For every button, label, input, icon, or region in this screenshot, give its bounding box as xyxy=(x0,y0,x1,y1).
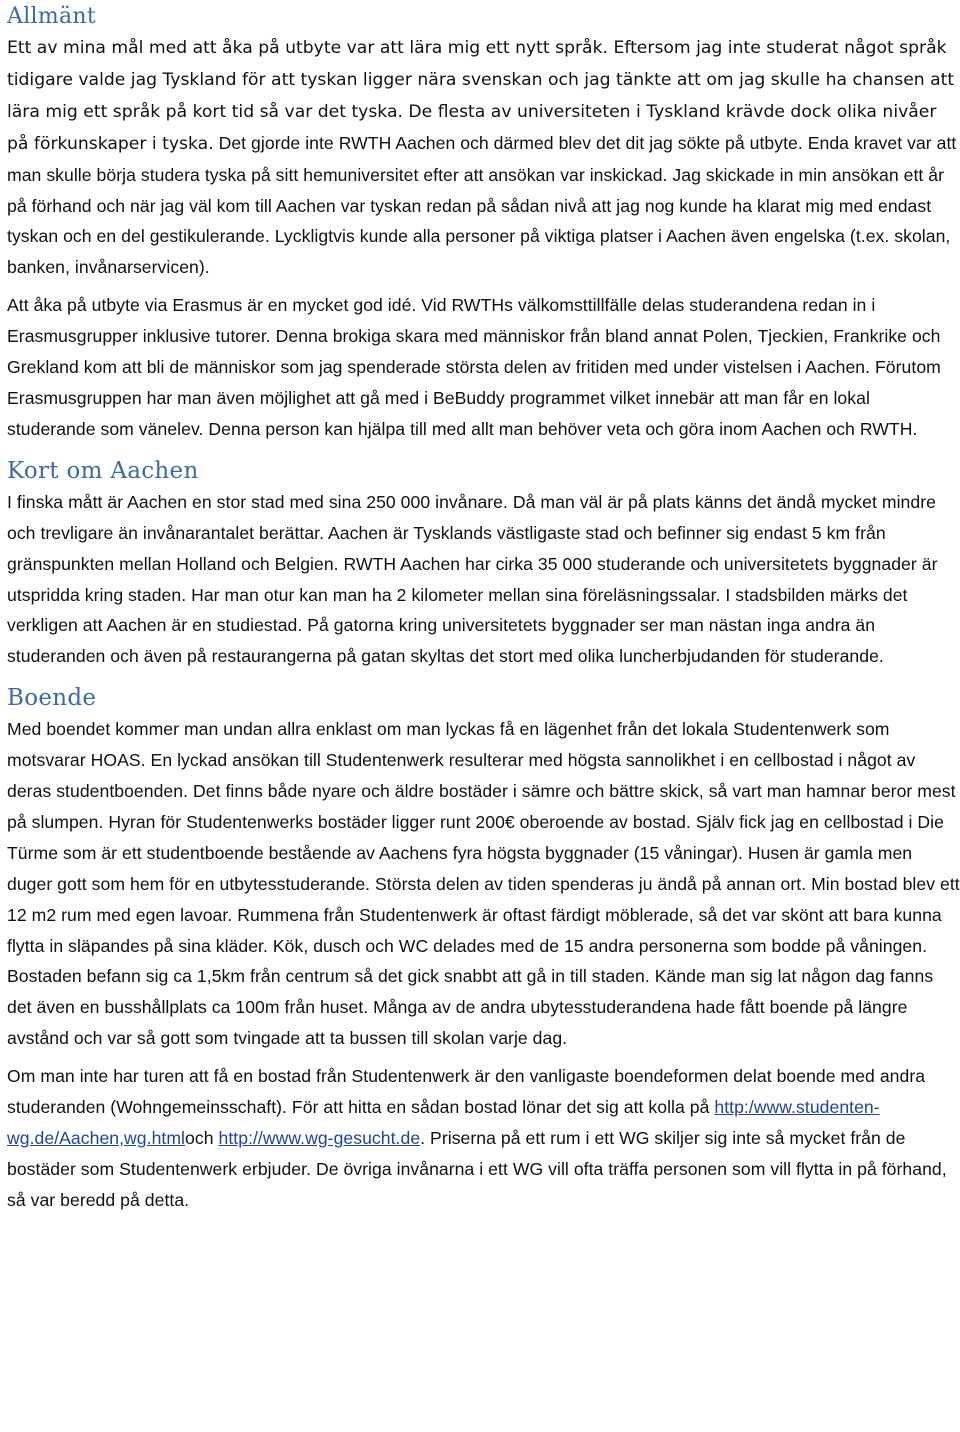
paragraph-boende-2-text-a: Om man inte har turen att få en bostad från Studentenwerk är den vanligaste boendeformen delat boende med andra studeranden (Wohngemeinsschaft). För att hitta en sådan bostad lönar det sig att kolla på xyxy=(7,1066,926,1118)
paragraph-allmant-1-part-b: Det gjorde inte RWTH Aachen och därmed blev det dit jag sökte på utbyte. Enda kravet var att man skulle börja studera tyska på sitt hemuniversitet efter att ansökan var inskickad. Jag skickade in min ansökan ett år på förhand och när jag väl kom till Aachen var tyskan redan på sådan nivå att jag nog kunde ha klarat mig med endast tyskan och en del gestikulerande. Lyckligtvis kunde alla personer på viktiga platser i Aachen även engelska (t.ex. skolan, banken, invånarservicen). xyxy=(7,132,957,278)
heading-boende: Boende xyxy=(7,685,97,712)
link-wg-gesucht[interactable]: http://www.wg-gesucht.de xyxy=(218,1128,421,1148)
paragraph-boende-2-text-c: . Priserna på ett rum i ett WG skiljer sig inte så mycket från de bostäder som Studentenwerk erbjuder. De övriga invånarna i ett WG vill ofta träffa personen som vill flytta in på förhand, så var beredd på detta. xyxy=(7,1128,947,1210)
document-page xyxy=(7,0,960,1216)
heading-allmant: Allmänt xyxy=(7,4,97,29)
paragraph-allmant-2: Att åka på utbyte via Erasmus är en mycket god idé. Vid RWTHs välkomsttillfälle delas studerandena redan in i Erasmusgrupper inklusive tutorer. Denna brokiga skara med människor från bland annat Polen, Tjeckien, Frankrike och Grekland kom att bli de människor som jag spenderade största delen av fritiden med under vistelsen i Aachen. Förutom Erasmusgruppen har man även möjlighet att gå med i BeBuddy programmet vilket innebär att man får en lokal studerande som vänelev. Denna person kan hjälpa till med allt man behöver veta och göra inom Aachen och RWTH. xyxy=(7,295,941,439)
paragraph-boende-2-text-b: och xyxy=(185,1128,219,1148)
paragraph-kort-om-aachen: I finska mått är Aachen en stor stad med sina 250 000 invånare. Då man väl är på plats känns det ändå mycket mindre och trevligare än invånarantalet berättar. Aachen är Tysklands västligaste stad och befinner sig endast 5 km från gränspunkten mellan Holland och Belgien. RWTH Aachen har cirka 35 000 studerande och universitetets byggnader är utspridda kring staden. Har man otur kan man ha 2 kilometer mellan sina föreläsningssalar. I stadsbilden märks det verkligen att Aachen är en studiestad. På gatorna kring universitetets byggnader ser man nästan inga andra än studeranden och även på restaurangerna på gatan skyltas det stort med olika luncherbjudanden för studerande. xyxy=(7,491,938,667)
paragraph-boende-1: Med boendet kommer man undan allra enklast om man lyckas få en lägenhet från det lokala Studentenwerk som motsvarar HOAS. En lyckad ansökan till Studentenwerk resulterar med högsta sannolikhet i en cellbostad i något av deras studentboenden. Det finns både nyare och äldre bostäder i sämre och bättre skick, så vart man hamnar beror mest på slumpen. Hyran för Studentenwerks bostäder ligger runt 200€ oberoende av bostad. Själv fick jag en cellbostad i Die Türme som är ett studentboende bestående av Aachens fyra högsta byggnader (15 våningar). Husen är gamla men duger gott som hem för en utbytesstuderande. Största delen av tiden spenderas ju ändå på annan ort. Min bostad blev ett 12 m2 rum med egen lavoar. Rummena från Studentenwerk är oftast färdigt möblerade, så det var skönt att bara kunna flytta in släpandes på sina kläder. Kök, dusch och WC delades med de 15 andra personerna som bodde på våningen. Bostaden befann sig ca 1,5km från centrum så det gick snabbt att gå in till staden. Kände man sig lat någon dag fanns det även en busshållplats ca 100m från huset. Många av de andra ubytesstuderandena hade fått boende på längre avstånd och var så gott som tvingade att ta bussen till skolan varje dag. xyxy=(7,719,960,1049)
paragraph-allmant-1-part-a: Ett av mina mål med att åka på utbyte var att lära mig ett nytt språk. Eftersom jag inte studerat något språk tidigare valde jag Tyskland för att tyskan ligger nära svenskan och jag tänkte att om jag skulle ha chansen att lära mig ett språk på kort tid så var det tyska. De flesta av universiteten i Tyskland krävde dock olika nivåer på förkunskaper i tyska. xyxy=(7,38,955,154)
paragraph-allmant-1 xyxy=(7,32,960,283)
paragraph-boende-2 xyxy=(7,1061,960,1216)
heading-kort-om-aachen: Kort om Aachen xyxy=(7,457,199,484)
link-studenten-wg[interactable]: http:/www.studenten-wg.de/Aachen,wg.html xyxy=(7,1097,880,1148)
